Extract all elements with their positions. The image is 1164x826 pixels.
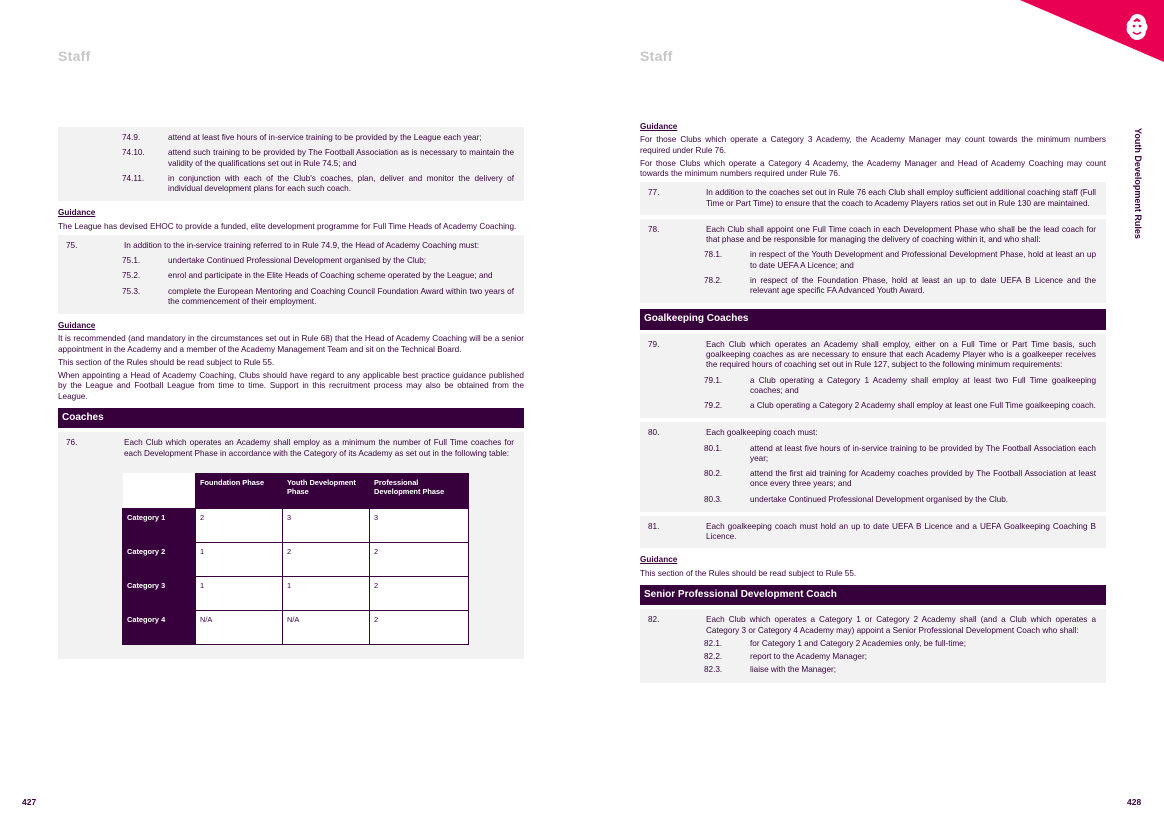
guidance-text: This section of the Rules should be read subject to Rule 55.	[640, 568, 857, 578]
list-item: 82.3. liaise with the Manager;	[704, 665, 837, 675]
list-item: 79.2. a Club operating a Category 2 Academy shall employ at least one Full Time goalkeeping coach.	[704, 401, 1096, 410]
row-label: Category 4	[123, 610, 196, 644]
list-item: 80.1. attend at least five hours of in-service training to be provided by The Football Association each year;	[704, 443, 1096, 463]
row-label: Category 1	[123, 508, 196, 542]
table-row	[123, 610, 469, 644]
page-title-right: Staff	[640, 48, 673, 64]
rule-main: 79. Each Club which operates an Academy shall employ, either on a Full Time or Part Time basis, such goalkeeping coaches as are necessary to ensure that each Academy Player who is a goalkeeper receives the required hours of coaching set out in Rule 127, subject to the following minimum requirements:	[648, 339, 1096, 370]
guidance-label: Guidance	[58, 208, 96, 218]
table-row	[123, 576, 469, 610]
rule-79	[640, 334, 1106, 419]
guidance-text: For those Clubs which operate a Category 3 Academy, the Academy Manager may count towards the minimum numbers required under Rule 76.	[640, 135, 1106, 155]
lion-logo-icon	[1124, 12, 1150, 42]
table-cell: 2	[283, 542, 370, 576]
list-item: 75.2. enrol and participate in the Elite Heads of Coaching scheme operated by the League; and	[122, 271, 493, 281]
table-header: Professional Development Phase	[370, 473, 469, 508]
table-header: Youth Development Phase	[283, 473, 370, 508]
table-cell: 1	[196, 542, 283, 576]
table-row	[123, 542, 469, 576]
rule-main: 77. In addition to the coaches set out in Rule 76 each Club shall employ sufficient additional coaching staff (Full Time or Part Time) to ensure that the coach to Academy Players ratios set out in Rule 130 are maintained.	[648, 188, 1096, 208]
rule-main: 81. Each goalkeeping coach must hold an up to date UEFA B Licence and a UEFA Goalkeeping Coaching B Licence.	[648, 521, 1096, 541]
rule-main: 80. Each goalkeeping coach must:	[648, 428, 818, 438]
table-cell: N/A	[196, 610, 283, 644]
rule-82	[640, 609, 1106, 682]
table-cell: 2	[370, 576, 469, 610]
rule-main: 82. Each Club which operates a Category 1 or Category 2 Academy shall (and a Club which operates a Category 3 or Category 4 Academy may) appoint a Senior Professional Development Coach who shall:	[648, 615, 1096, 635]
table-cell: 1	[196, 576, 283, 610]
guidance-text: For those Clubs which operate a Category 4 Academy, the Academy Manager and Head of Academy Coaching may count towards the minimum numbers required under Rule 76.	[640, 158, 1106, 178]
section-heading-coaches: Coaches	[58, 408, 524, 429]
table-cell: 3	[283, 508, 370, 542]
rule-main: 75. In addition to the in-service training referred to in Rule 74.9, the Head of Academy Coaching must:	[66, 240, 479, 250]
left-column	[58, 127, 524, 663]
side-title-text: Youth Development Rules	[1133, 128, 1143, 239]
coaches-table	[122, 473, 469, 645]
page-title-left: Staff	[58, 48, 91, 64]
guidance-label: Guidance	[58, 321, 96, 330]
table-row	[123, 508, 469, 542]
list-item: 75.1. undertake Continued Professional Development organised by the Club;	[122, 256, 427, 265]
section-heading-goalkeeping: Goalkeeping Coaches	[640, 309, 1106, 330]
list-item: 78.2. in respect of the Foundation Phase, hold at least an up to date UEFA B Licence and the relevant age specific FA Advanced Youth Award.	[704, 275, 1096, 295]
table-cell: 2	[370, 610, 469, 644]
list-item: 79.1. a Club operating a Category 1 Academy shall employ at least two Full Time goalkeeping coaches; and	[704, 375, 1096, 395]
guidance-text: The League has devised EHOC to provide a funded, elite development programme for Full Time Heads of Academy Coaching.	[58, 221, 517, 231]
table-corner	[123, 473, 196, 508]
table-cell: N/A	[283, 610, 370, 644]
rule-81	[640, 516, 1106, 549]
list-item: 82.1. for Category 1 and Category 2 Academies only, be full-time;	[704, 638, 967, 648]
page-number-left: 427	[22, 797, 37, 807]
list-item: 74.9. attend at least five hours of in-service training to be provided by the League each year;	[122, 133, 482, 142]
side-section-title	[1123, 128, 1151, 258]
list-item: 75.3. complete the European Mentoring and Coaching Council Foundation Award within two years of the commencement of their employment.	[122, 286, 514, 306]
list-item: 74.10. attend such training to be provided by The Football Association as is necessary to maintain the validity of the qualifications set out in Rule 74.5; and	[122, 148, 514, 168]
rule-76	[58, 432, 524, 659]
list-item: 80.3. undertake Continued Professional Development organised by the Club.	[704, 494, 1009, 504]
guidance-text: It is recommended (and mandatory in the circumstances set out in Rule 68) that the Head of Academy Coaching will be a senior appointment in the Academy and a member of the Academy Management Team and sit on the Technical Board.	[58, 334, 524, 354]
guidance-label: Guidance	[640, 555, 678, 565]
page-number-right: 428	[1127, 797, 1142, 807]
rule-main: 78. Each Club shall appoint one Full Time coach in each Development Phase who shall be the lead coach for that phase and be responsible for managing the delivery of coaching within it, and who shall:	[648, 224, 1096, 244]
rule-74-continued	[58, 127, 524, 201]
table-header-row	[123, 473, 469, 508]
rule-main: 76. Each Club which operates an Academy shall employ as a minimum the number of Full Time coaches for each Development Phase in accordance with the Category of its Academy as set out in the following table:	[66, 438, 514, 458]
table-cell: 2	[196, 508, 283, 542]
row-label: Category 3	[123, 576, 196, 610]
list-item: 80.2. attend the first aid training for Academy coaches provided by The Football Association at least once every three years; and	[704, 469, 1096, 489]
rule-77	[640, 182, 1106, 215]
guidance-text: This section of the Rules should be read subject to Rule 55.	[58, 357, 275, 367]
rule-78	[640, 219, 1106, 304]
guidance-text: When appointing a Head of Academy Coaching, Clubs should have regard to any applicable best practice guidance published by the League and Football League from time to time. Support in this recruitment process may also be obtained from the League.	[58, 371, 524, 401]
row-label: Category 2	[123, 542, 196, 576]
list-item: 74.11. in conjunction with each of the Club's coaches, plan, deliver and monitor the delivery of individual development plans for each such coach.	[122, 173, 514, 193]
table-cell: 1	[283, 576, 370, 610]
rule-75	[58, 235, 524, 314]
section-heading-senior-pdc: Senior Professional Development Coach	[640, 585, 1106, 606]
right-column	[640, 122, 1106, 687]
list-item: 82.2. report to the Academy Manager;	[704, 652, 867, 661]
table-header: Foundation Phase	[196, 473, 283, 508]
table-cell: 2	[370, 542, 469, 576]
list-item: 78.1. in respect of the Youth Development and Professional Development Phase, hold at least an up to date UEFA A Licence; and	[704, 250, 1096, 270]
rule-80	[640, 422, 1106, 512]
guidance-label: Guidance	[640, 122, 678, 131]
table-cell: 3	[370, 508, 469, 542]
